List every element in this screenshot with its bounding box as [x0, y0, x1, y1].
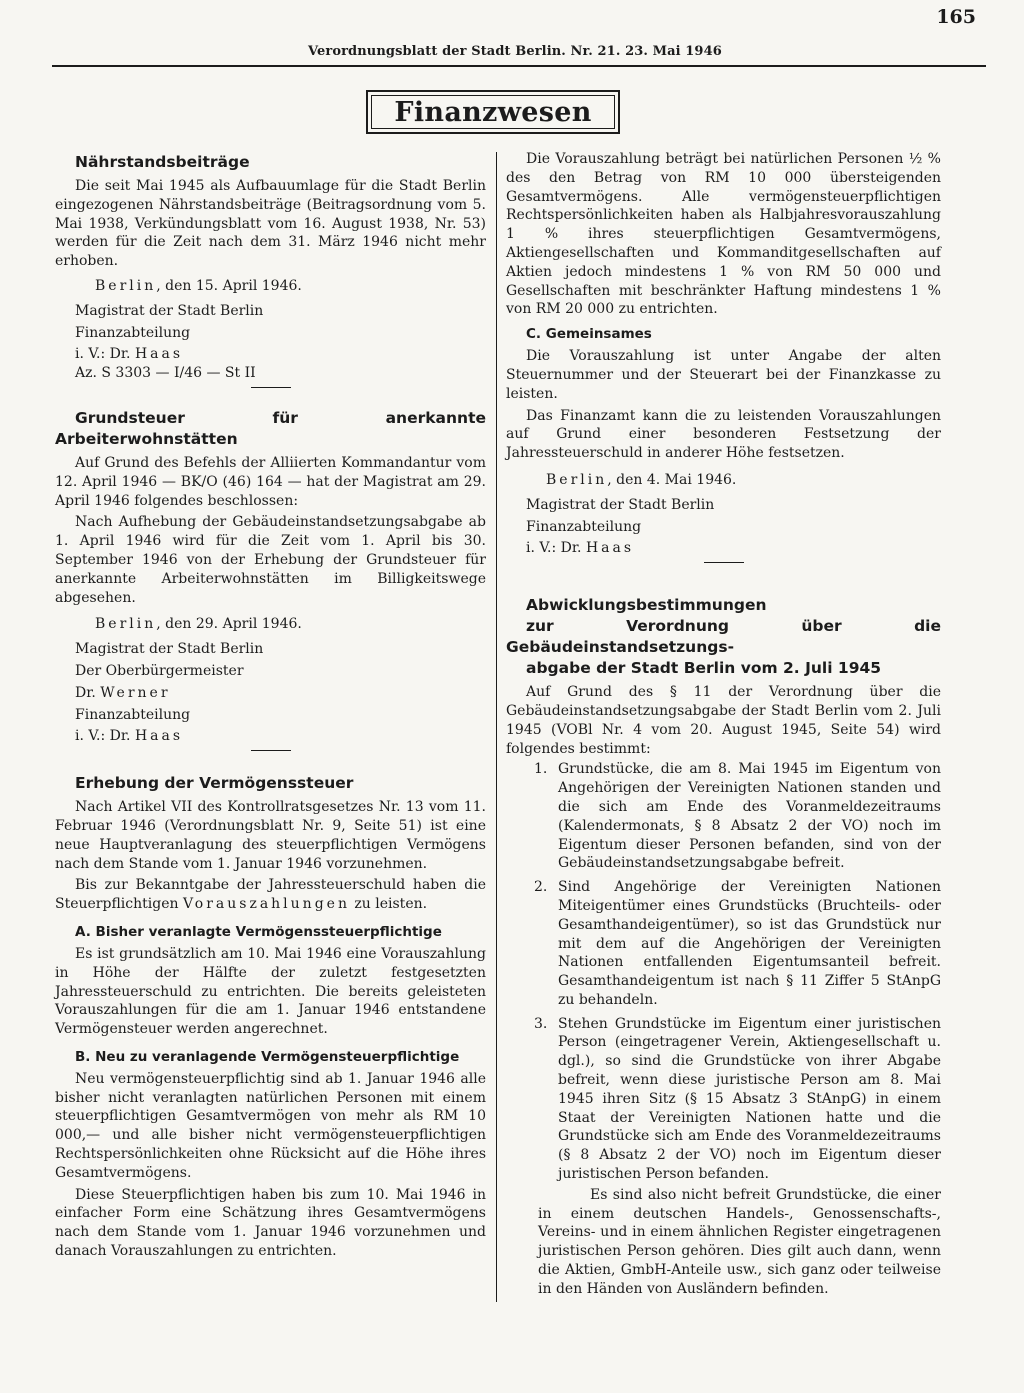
- subsection-title: C. Gemeinsames: [526, 326, 652, 343]
- provision-list: [506, 760, 941, 1184]
- article-body: Die Vorauszahlung beträgt bei natürlichen Personen ½ % des den Betrag von RM 10 000 übersteigenden Gesamtvermögens. Alle vermögensteuerpflichtigen Rechtspersönlichkeiten haben als Halbjahresvorauszahlung 1 % ihres steuerpflichtigen Gesamtvermögens, Aktiengesellschaften und Kommanditgesellschaften auf Aktien jedoch mindestens 1 % von RM 50 000 und Gesellschaften mit beschränkter Haftung mindestens 1 % von RM 20 000 zu entrichten.: [506, 151, 941, 318]
- article-body: Es ist grundsätzlich am 10. Mai 1946 eine Vorauszahlung in Höhe der Hälfte der zuletzt festgesetzten Jahressteuerschuld zu entrichten. Die bereits geleisteten Vorauszahlungen für die am 1. Januar 1946 entstandene Vermögensteuer werden angerechnet.: [55, 945, 486, 1038]
- list-text: Sind Angehörige der Vereinigten Nationen Miteigentümer eines Grundstücks (Bruchteils- oder Gesamthandeigentümer), so ist das Grundstück nur mit dem auf die Angehörigen der Vereinigten Nationen entfallenden Eigentumsanteil befreit. Gesamthandeigentum ist nach § 11 Ziffer 5 StAnpG zu behandeln.: [558, 879, 941, 1008]
- article-title: zur Verordnung über die Gebäudeinstandsetzungs-: [506, 617, 941, 657]
- list-item: [506, 878, 941, 1010]
- subsection-title: B. Neu zu veranlagende Vermögensteuerpflichtige: [75, 1048, 460, 1065]
- body-text: zu leisten.: [349, 896, 428, 913]
- header-rule: [52, 65, 986, 67]
- article-title: abgabe der Stadt Berlin vom 2. Juli 1945: [526, 659, 882, 678]
- list-number: 1.: [534, 761, 548, 778]
- date-text: , den 4. Mai 1946.: [607, 471, 737, 488]
- section-title-box: [366, 90, 620, 134]
- signature-prefix: Dr.: [75, 684, 96, 701]
- section-title: Finanzwesen: [394, 97, 592, 128]
- signature-line: Magistrat der Stadt Berlin: [526, 496, 715, 513]
- signature-line: [55, 727, 486, 746]
- article-title: Erhebung der Vermögenssteuer: [75, 774, 354, 793]
- article-grundsteuer: [55, 408, 486, 751]
- article-body: Diese Steuerpflichtigen haben bis zum 10. Mai 1946 in einfacher Form eine Schätzung ihres Gesamtvermögens nach dem Stande vom 1. Januar 1946 vorzunehmen und danach Vorauszahlungen zu entrichten.: [55, 1186, 486, 1260]
- column-divider: [496, 152, 497, 1302]
- date-text: , den 29. April 1946.: [156, 616, 302, 633]
- signature-line: Der Oberbürgermeister: [75, 662, 244, 679]
- signature-line: Finanzabteilung: [75, 324, 191, 341]
- signature-line: Finanzabteilung: [526, 518, 642, 535]
- date-line: [55, 277, 486, 296]
- article-body: Nach Aufhebung der Gebäudeinstandsetzungsabgabe ab 1. April 1946 wird für die Zeit vom 1. April bis 30. September 1946 von der Erhebung der Grundsteuer für anerkannte Arbeiterwohnstätten im Billigkeitswege abgesehen.: [55, 514, 486, 606]
- reference-number: Az. S 3303 — I/46 — St II: [75, 365, 256, 382]
- article-body: Auf Grund des Befehls der Alliierten Kommandantur vom 12. April 1946 — BK/O (46) 164 — hat der Magistrat am 29. April 1946 folgendes beschlossen:: [55, 454, 486, 509]
- article-continuation: [506, 150, 941, 563]
- list-text: Grundstücke, die am 8. Mai 1945 im Eigentum von Angehörigen der Vereinigten Nationen standen und die sich am Ende des Voranmeldezeitraums (Kalendermonats, § 8 Absatz 2 der VO) noch im Eigentum dieser Personen befanden, sind von der Gebäudeinstandsetzungsabgabe befreit.: [558, 761, 941, 872]
- running-head: Verordnungsblatt der Stadt Berlin. Nr. 21. 23. Mai 1946: [308, 44, 722, 59]
- emphasized-text: Vorauszahlungen: [182, 896, 350, 913]
- article-body: Es sind also nicht befreit Grundstücke, die einer in einem deutschen Handels-, Genossenschafts-, Vereins- und in einem ähnlichen Register eingetragenen juristischen Person gehören. Dies gilt auch dann, wenn die Aktien, GmbH-Anteile usw., sich ganz oder teilweise in den Händen von Ausländern befinden.: [538, 1186, 941, 1297]
- article-vermoegenssteuer: [55, 773, 486, 1261]
- article-title: Grundsteuer für anerkannte Arbeiterwohnstätten: [55, 408, 486, 448]
- signature-line: [506, 539, 941, 558]
- signature-prefix: i. V.: Dr.: [75, 346, 131, 363]
- article-naehrstandsbeitraege: [55, 152, 486, 388]
- article-abwicklungsbestimmungen: [506, 595, 941, 1299]
- date-place: Berlin: [95, 277, 157, 294]
- list-item: [506, 760, 941, 873]
- list-item: [506, 1015, 941, 1184]
- signature-line: Finanzabteilung: [75, 706, 191, 723]
- article-body: Das Finanzamt kann die zu leistenden Vorauszahlungen auf Grund einer besonderen Festsetzung der Jahressteuerschuld in anderer Höhe festsetzen.: [506, 407, 941, 462]
- article-body: Die seit Mai 1945 als Aufbauumlage für die Stadt Berlin eingezogenen Nährstandsbeiträge (Beitragsordnung vom 5. Mai 1938, Verkündungsblatt vom 16. August 1938, Nr. 53) werden für die Zeit nach dem 31. März 1946 nicht mehr erhoben.: [55, 178, 486, 270]
- signature-name: Haas: [134, 728, 184, 745]
- signature-prefix: i. V.: Dr.: [526, 540, 582, 557]
- article-title: Abwicklungsbestimmungen: [526, 596, 767, 615]
- separator-rule: [251, 387, 291, 388]
- signature-name: Werner: [100, 684, 171, 701]
- date-line: [55, 615, 486, 634]
- article-body: Nach Artikel VII des Kontrollratsgesetzes Nr. 13 vom 11. Februar 1946 (Verordnungsblatt Nr. 9, Seite 51) ist eine neue Hauptveranlagung des steuerpflichtigen Vermögens nach dem Stande vom 1. Januar 1946 vorzunehmen.: [55, 799, 486, 872]
- article-body: [55, 876, 486, 914]
- article-body: Auf Grund des § 11 der Verordnung über die Gebäudeinstandsetzungsabgabe der Stadt Berlin vom 2. Juli 1945 (VOBl Nr. 4 vom 20. August 1945, Seite 54) wird folgendes bestimmt:: [506, 684, 941, 757]
- signature-name: Haas: [585, 540, 635, 557]
- list-number: 2.: [534, 879, 548, 896]
- body-text: Bis zur Bekanntgabe der Jahressteuerschuld haben die Steuerpflichtigen: [55, 877, 486, 913]
- article-body: Die Vorauszahlung ist unter Angabe der alten Steuernummer und der Steuerart bei der Finanzkasse zu leisten.: [506, 348, 941, 402]
- signature-line: Magistrat der Stadt Berlin: [75, 641, 264, 658]
- page-number: 165: [936, 6, 976, 28]
- date-text: , den 15. April 1946.: [156, 277, 302, 294]
- separator-rule: [704, 562, 744, 563]
- list-text: Stehen Grundstücke im Eigentum einer juristischen Person (eingetragener Verein, Aktiengesellschaft u. dgl.), so sind die Grundstücke von ihrer Abgabe befreit, wenn diese juristische Person am 8. Mai 1945 ihren Sitz (§ 15 Absatz 3 StAnpG) in einem Staat der Vereinigten Nationen hatte und die Grundstücke sich am Ende des Voranmeldezeitraums (§ 8 Absatz 2 der VO) noch im Eigentum dieser juristischen Person befanden.: [558, 1015, 941, 1183]
- article-title: Nährstandsbeiträge: [75, 153, 250, 171]
- signature-line: [55, 345, 486, 364]
- signature-prefix: i. V.: Dr.: [75, 728, 131, 745]
- list-number: 3.: [534, 1015, 548, 1032]
- separator-rule: [251, 750, 291, 751]
- date-line: [506, 471, 941, 490]
- date-place: Berlin: [95, 616, 157, 633]
- signature-line: Magistrat der Stadt Berlin: [75, 302, 264, 319]
- signature-line: [55, 684, 486, 703]
- signature-name: Haas: [134, 346, 184, 363]
- date-place: Berlin: [546, 471, 608, 488]
- subsection-title: A. Bisher veranlagte Vermögenssteuerpflichtige: [75, 923, 442, 940]
- right-column: [506, 150, 941, 1299]
- left-column: [55, 150, 486, 1261]
- article-body: Neu vermögensteuerpflichtig sind ab 1. Januar 1946 alle bisher nicht veranlagten natürlichen Personen mit einem steuerpflichtigen Gesamtvermögen von mehr als RM 10 000,— und alle bisher nicht vermögensteuerpflichtigen Rechtspersönlichkeiten ohne Rücksicht auf die Höhe ihres Gesamtvermögens.: [55, 1070, 486, 1181]
